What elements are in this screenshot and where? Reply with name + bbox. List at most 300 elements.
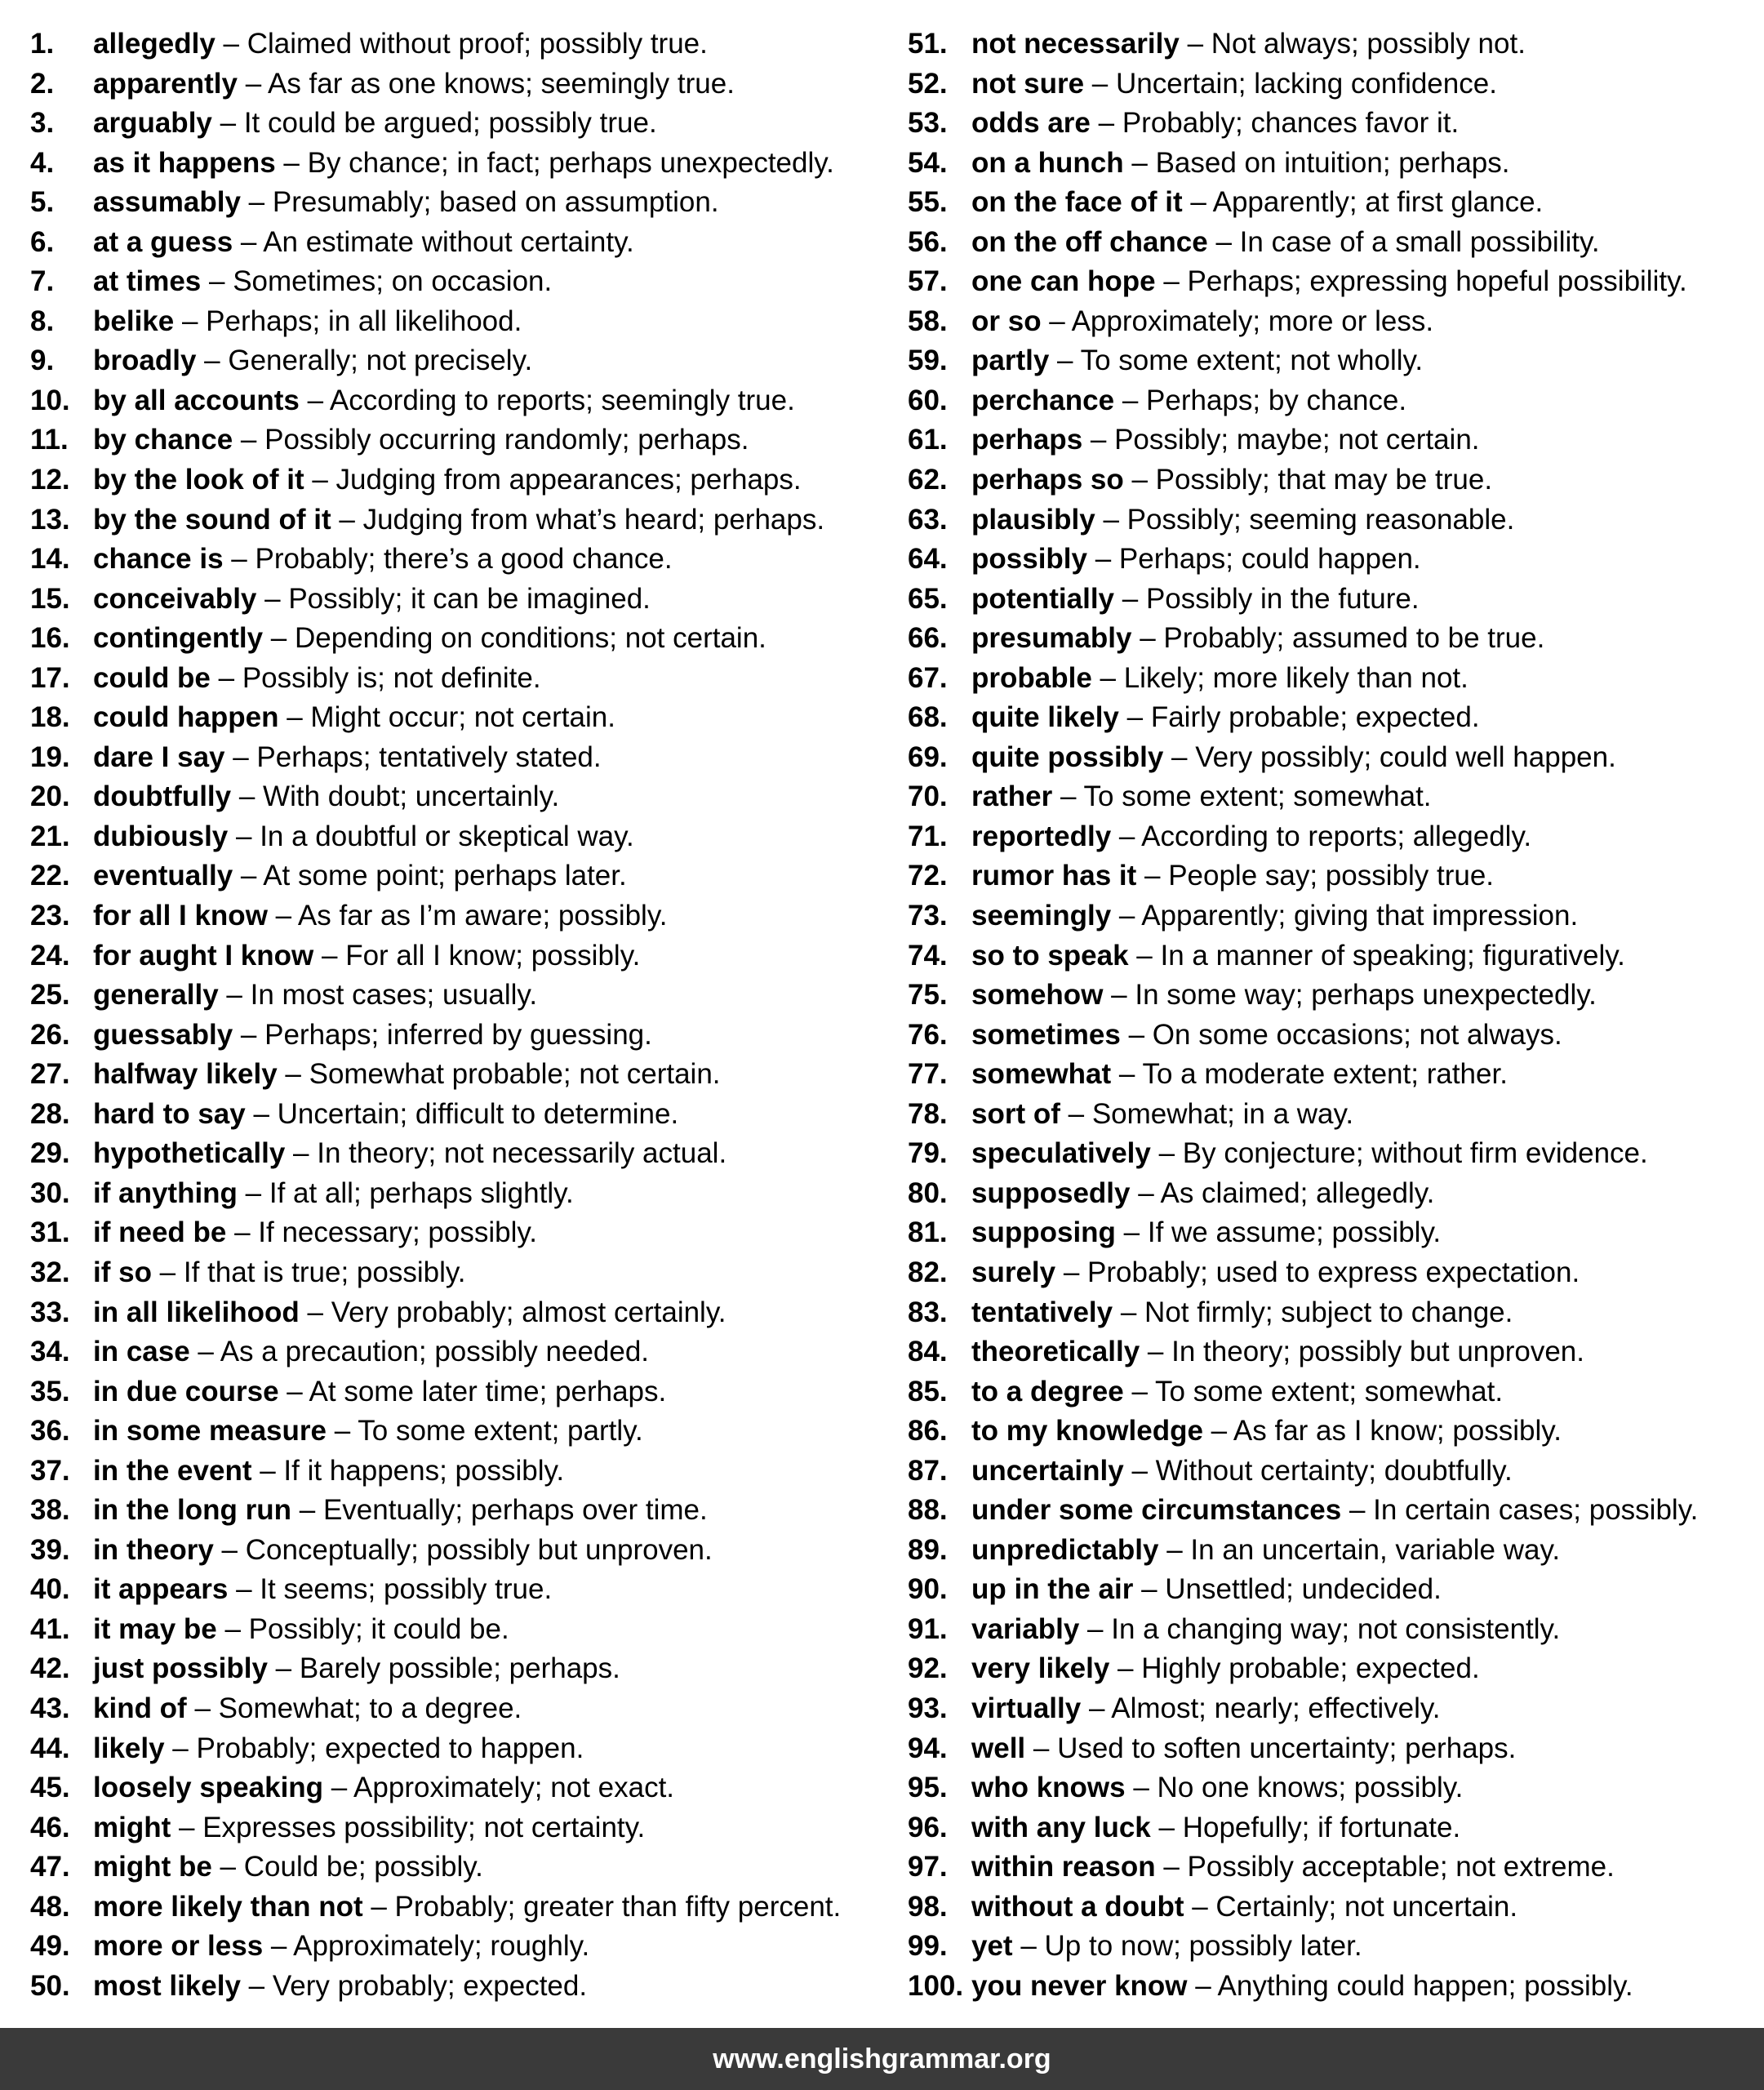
- item-term: if so: [93, 1256, 152, 1288]
- list-item: [908, 1848, 1757, 1888]
- item-separator: –: [223, 543, 255, 576]
- item-number: 83.: [908, 1296, 948, 1328]
- item-number: 93.: [908, 1692, 948, 1724]
- item-separator: –: [1012, 1930, 1045, 1963]
- item-text: [971, 1927, 1362, 1967]
- item-term: at a guess: [93, 225, 233, 258]
- item-number: 25.: [30, 979, 70, 1012]
- item-term: not necessarily: [971, 28, 1180, 60]
- list-item: [30, 1808, 895, 1848]
- item-term: most likely: [93, 1969, 241, 2002]
- item-number: 48.: [30, 1890, 70, 1923]
- item-text: [93, 817, 634, 857]
- item-separator: –: [1123, 146, 1156, 179]
- item-definition: As a precaution; possibly needed.: [220, 1336, 650, 1368]
- item-separator: –: [285, 1137, 318, 1170]
- item-separator: –: [1163, 740, 1196, 773]
- item-number: 51.: [908, 28, 948, 60]
- item-number: 5.: [30, 186, 55, 219]
- list-item: [908, 1055, 1757, 1095]
- item-definition: Possibly; seeming reasonable.: [1126, 503, 1515, 536]
- item-text: [971, 1967, 1633, 2007]
- list-item: [30, 500, 895, 540]
- list-item: [30, 341, 895, 381]
- item-text: [971, 1729, 1516, 1769]
- list-item: [30, 1412, 895, 1452]
- item-term: in the event: [93, 1454, 252, 1487]
- item-definition: Very possibly; could well happen.: [1195, 740, 1616, 773]
- list-item: [30, 698, 895, 738]
- item-number: 79.: [908, 1137, 948, 1170]
- list-item: [908, 1570, 1757, 1610]
- list-item: [908, 1213, 1757, 1253]
- item-term: chance is: [93, 543, 224, 576]
- item-definition: Approximately; not exact.: [353, 1772, 675, 1804]
- item-separator: –: [299, 1296, 331, 1328]
- item-term: by the sound of it: [93, 503, 331, 536]
- item-number: 32.: [30, 1256, 70, 1288]
- item-separator: –: [1041, 305, 1072, 337]
- item-definition: An estimate without certainty.: [263, 225, 634, 258]
- item-term: you never know: [971, 1969, 1188, 2002]
- item-definition: For all I know; possibly.: [345, 939, 641, 972]
- item-number: 43.: [30, 1692, 70, 1724]
- left-column: [30, 24, 895, 2006]
- list-item: [30, 856, 895, 896]
- item-separator: –: [1109, 1652, 1142, 1685]
- item-separator: –: [171, 1811, 203, 1843]
- list-item: [30, 64, 895, 104]
- item-text: [971, 500, 1514, 540]
- item-number: 98.: [908, 1890, 948, 1923]
- item-number: 13.: [30, 503, 70, 536]
- item-number: 12.: [30, 464, 70, 496]
- list-item: [908, 1293, 1757, 1333]
- item-definition: According to reports; allegedly.: [1141, 820, 1532, 852]
- item-term: in some measure: [93, 1415, 327, 1447]
- item-number: 62.: [908, 464, 948, 496]
- list-item: [30, 223, 895, 263]
- item-separator: –: [1086, 543, 1119, 576]
- item-text: [93, 183, 719, 223]
- item-text: [971, 381, 1406, 421]
- item-term: perhaps so: [971, 464, 1124, 496]
- item-number: 16.: [30, 622, 70, 655]
- list-item: [30, 1253, 895, 1293]
- item-definition: Almost; nearly; effectively.: [1111, 1692, 1441, 1724]
- item-text: [93, 1293, 726, 1333]
- item-separator: –: [245, 1097, 278, 1130]
- item-separator: –: [233, 860, 264, 892]
- item-text: [971, 1293, 1513, 1333]
- item-term: contingently: [93, 622, 264, 655]
- item-separator: –: [1150, 1137, 1183, 1170]
- item-number: 60.: [908, 384, 948, 416]
- item-text: [971, 1570, 1442, 1610]
- item-separator: –: [201, 265, 233, 298]
- item-separator: –: [1128, 939, 1161, 972]
- item-number: 75.: [908, 979, 948, 1012]
- item-number: 55.: [908, 186, 948, 219]
- item-number: 44.: [30, 1732, 70, 1764]
- item-term: might be: [93, 1851, 212, 1883]
- item-text: [971, 223, 1600, 263]
- item-definition: Probably; expected to happen.: [196, 1732, 584, 1764]
- item-term: one can hope: [971, 265, 1156, 298]
- item-separator: –: [1115, 1216, 1148, 1249]
- footer-url[interactable]: www.englishgrammar.org: [713, 2043, 1051, 2074]
- item-separator: –: [1207, 225, 1240, 258]
- item-definition: Not firmly; subject to change.: [1144, 1296, 1513, 1328]
- list-item: [30, 1649, 895, 1689]
- list-item: [30, 817, 895, 857]
- site-footer: [0, 2028, 1764, 2090]
- item-definition: At some point; perhaps later.: [263, 860, 627, 892]
- item-text: [971, 1808, 1460, 1848]
- item-number: 9.: [30, 345, 55, 377]
- item-term: on the off chance: [971, 225, 1208, 258]
- item-definition: It seems; possibly true.: [260, 1573, 553, 1606]
- item-definition: According to reports; seemingly true.: [329, 384, 795, 416]
- item-text: [971, 1095, 1353, 1135]
- item-text: [93, 1689, 522, 1729]
- item-text: [93, 262, 552, 302]
- item-definition: If it happens; possibly.: [283, 1454, 565, 1487]
- list-item: [908, 1174, 1757, 1214]
- item-text: [93, 1213, 537, 1253]
- list-item: [30, 1570, 895, 1610]
- item-definition: It could be argued; possibly true.: [243, 107, 657, 140]
- item-separator: –: [1182, 186, 1213, 219]
- item-text: [93, 1253, 465, 1293]
- item-term: up in the air: [971, 1573, 1134, 1606]
- item-definition: Approximately; more or less.: [1071, 305, 1434, 337]
- item-separator: –: [275, 146, 308, 179]
- item-term: rumor has it: [971, 860, 1137, 892]
- item-number: 70.: [908, 780, 948, 813]
- list-item: [908, 936, 1757, 976]
- item-number: 31.: [30, 1216, 70, 1249]
- item-definition: Possibly occurring randomly; perhaps.: [264, 424, 749, 456]
- item-separator: –: [1079, 1612, 1112, 1645]
- item-separator: –: [1082, 424, 1115, 456]
- item-separator: –: [291, 1494, 323, 1527]
- item-term: so to speak: [971, 939, 1129, 972]
- item-definition: In case of a small possibility.: [1239, 225, 1600, 258]
- item-definition: If at all; perhaps slightly.: [269, 1176, 574, 1209]
- item-number: 4.: [30, 146, 55, 179]
- item-text: [971, 817, 1531, 857]
- item-separator: –: [1202, 1415, 1233, 1447]
- item-term: with any luck: [971, 1811, 1151, 1843]
- list-item: [908, 1016, 1757, 1056]
- item-text: [971, 1412, 1562, 1452]
- list-item: [908, 262, 1757, 302]
- item-separator: –: [1111, 820, 1142, 852]
- item-definition: Perhaps; inferred by guessing.: [264, 1018, 652, 1051]
- item-term: dare I say: [93, 740, 225, 773]
- item-term: in the long run: [93, 1494, 292, 1527]
- item-separator: –: [362, 1890, 395, 1923]
- item-number: 66.: [908, 622, 948, 655]
- item-separator: –: [1184, 1890, 1216, 1923]
- item-term: variably: [971, 1612, 1080, 1645]
- list-item: [908, 1372, 1757, 1412]
- list-item: [908, 540, 1757, 580]
- item-number: 57.: [908, 265, 948, 298]
- item-number: 29.: [30, 1137, 70, 1170]
- list-item: [908, 1808, 1757, 1848]
- item-text: [93, 1729, 584, 1769]
- item-term: somehow: [971, 979, 1104, 1012]
- item-number: 58.: [908, 305, 948, 337]
- item-term: loosely speaking: [93, 1772, 324, 1804]
- item-term: speculatively: [971, 1137, 1151, 1170]
- item-text: [971, 1372, 1503, 1412]
- item-term: might: [93, 1811, 171, 1843]
- item-number: 95.: [908, 1772, 948, 1804]
- list-item: [908, 1888, 1757, 1928]
- item-text: [93, 1610, 509, 1650]
- item-separator: –: [1091, 661, 1124, 694]
- item-separator: –: [267, 900, 298, 932]
- list-item: [908, 144, 1757, 184]
- item-term: generally: [93, 979, 219, 1012]
- item-term: more or less: [93, 1930, 264, 1963]
- list-item: [908, 500, 1757, 540]
- list-item: [908, 460, 1757, 500]
- item-definition: Barely possible; perhaps.: [299, 1652, 620, 1685]
- item-separator: –: [1150, 1811, 1183, 1843]
- item-number: 35.: [30, 1375, 70, 1407]
- item-number: 6.: [30, 225, 55, 258]
- item-definition: Possibly; it can be imagined.: [288, 582, 651, 615]
- item-term: probable: [971, 661, 1092, 694]
- item-term: doubtfully: [93, 780, 232, 813]
- item-term: supposedly: [971, 1176, 1131, 1209]
- item-text: [93, 1570, 552, 1610]
- item-text: [971, 1531, 1560, 1571]
- item-text: [93, 738, 602, 778]
- item-term: presumably: [971, 622, 1132, 655]
- item-term: within reason: [971, 1851, 1156, 1883]
- item-number: 77.: [908, 1058, 948, 1091]
- item-separator: –: [211, 107, 244, 140]
- item-number: 71.: [908, 820, 948, 852]
- item-separator: –: [263, 1930, 294, 1963]
- item-term: likely: [93, 1732, 165, 1764]
- item-separator: –: [164, 1732, 197, 1764]
- item-separator: –: [1113, 1296, 1145, 1328]
- item-number: 41.: [30, 1612, 70, 1645]
- list-item: [30, 540, 895, 580]
- item-term: could be: [93, 661, 211, 694]
- item-separator: –: [1052, 780, 1084, 813]
- item-number: 61.: [908, 424, 948, 456]
- item-separator: –: [1140, 1336, 1172, 1368]
- item-number: 3.: [30, 107, 55, 140]
- list-item: [908, 1531, 1757, 1571]
- item-definition: Perhaps; in all likelihood.: [206, 305, 522, 337]
- item-text: [93, 1531, 713, 1571]
- item-term: hypothetically: [93, 1137, 286, 1170]
- item-text: [971, 262, 1687, 302]
- item-term: under some circumstances: [971, 1494, 1342, 1527]
- list-item: [30, 1293, 895, 1333]
- item-number: 80.: [908, 1176, 948, 1209]
- item-separator: –: [215, 28, 247, 60]
- item-number: 56.: [908, 225, 948, 258]
- list-item: [908, 777, 1757, 817]
- item-definition: Very probably; expected.: [272, 1969, 588, 2002]
- item-number: 89.: [908, 1533, 948, 1566]
- item-text: [93, 1927, 589, 1967]
- item-definition: Somewhat probable; not certain.: [309, 1058, 721, 1091]
- item-number: 53.: [908, 107, 948, 140]
- item-term: perchance: [971, 384, 1115, 416]
- item-number: 85.: [908, 1375, 948, 1407]
- item-definition: Probably; used to express expectation.: [1087, 1256, 1580, 1288]
- item-term: odds are: [971, 107, 1091, 140]
- item-number: 81.: [908, 1216, 948, 1249]
- item-text: [971, 856, 1494, 896]
- item-number: 76.: [908, 1018, 948, 1051]
- item-term: to a degree: [971, 1375, 1124, 1407]
- item-separator: –: [1158, 1533, 1191, 1566]
- list-item: [908, 1967, 1757, 2007]
- item-term: by all accounts: [93, 384, 300, 416]
- item-definition: Uncertain; lacking confidence.: [1116, 67, 1497, 100]
- item-term: as it happens: [93, 146, 276, 179]
- item-definition: By chance; in fact; perhaps unexpectedly.: [307, 146, 834, 179]
- item-term: in case: [93, 1336, 190, 1368]
- list-item: [30, 1174, 895, 1214]
- list-item: [908, 1253, 1757, 1293]
- item-separator: –: [1025, 1732, 1058, 1764]
- item-number: 90.: [908, 1573, 948, 1606]
- list-item: [30, 24, 895, 64]
- item-definition: Possibly; maybe; not certain.: [1114, 424, 1480, 456]
- item-separator: –: [1155, 265, 1188, 298]
- item-text: [93, 1649, 620, 1689]
- item-definition: Not always; possibly not.: [1211, 28, 1526, 60]
- item-definition: In a doubtful or skeptical way.: [260, 820, 634, 852]
- item-term: just possibly: [93, 1652, 268, 1685]
- item-term: partly: [971, 345, 1050, 377]
- item-separator: –: [237, 1176, 269, 1209]
- item-number: 22.: [30, 860, 70, 892]
- item-definition: To some extent; partly.: [358, 1415, 643, 1447]
- list-item: [908, 183, 1757, 223]
- item-definition: Conceptually; possibly but unproven.: [245, 1533, 713, 1566]
- list-item: [908, 659, 1757, 699]
- list-item: [908, 381, 1757, 421]
- item-text: [971, 619, 1544, 659]
- item-term: in theory: [93, 1533, 214, 1566]
- item-number: 78.: [908, 1097, 948, 1130]
- item-text: [93, 936, 640, 976]
- item-term: assumably: [93, 186, 241, 219]
- list-item: [30, 1689, 895, 1729]
- item-term: guessably: [93, 1018, 233, 1051]
- item-term: conceivably: [93, 582, 257, 615]
- item-definition: No one knows; possibly.: [1157, 1772, 1464, 1804]
- list-item: [30, 1016, 895, 1056]
- item-separator: –: [228, 1573, 260, 1606]
- item-text: [971, 302, 1433, 342]
- item-text: [971, 1332, 1584, 1372]
- list-item: [908, 1610, 1757, 1650]
- list-item: [30, 1531, 895, 1571]
- item-term: plausibly: [971, 503, 1095, 536]
- item-text: [93, 144, 834, 184]
- item-separator: –: [226, 1216, 259, 1249]
- item-separator: –: [1136, 860, 1169, 892]
- list-item: [908, 1729, 1757, 1769]
- item-separator: –: [216, 1612, 249, 1645]
- item-separator: –: [186, 1692, 219, 1724]
- list-item: [908, 1452, 1757, 1492]
- item-separator: –: [233, 424, 265, 456]
- item-text: [93, 64, 735, 104]
- item-definition: Likely; more likely than not.: [1123, 661, 1469, 694]
- item-text: [93, 1491, 708, 1531]
- item-text: [971, 104, 1459, 144]
- item-number: 72.: [908, 860, 948, 892]
- item-definition: By conjecture; without firm evidence.: [1182, 1137, 1648, 1170]
- item-text: [971, 420, 1480, 460]
- item-definition: Somewhat; to a degree.: [218, 1692, 522, 1724]
- list-item: [908, 1491, 1757, 1531]
- item-separator: –: [218, 979, 251, 1012]
- item-separator: –: [240, 1969, 273, 2002]
- list-item: [908, 856, 1757, 896]
- item-separator: –: [1081, 1692, 1112, 1724]
- item-text: [93, 341, 532, 381]
- item-text: [93, 1888, 841, 1928]
- item-separator: –: [1187, 1969, 1218, 2002]
- item-term: in all likelihood: [93, 1296, 300, 1328]
- item-definition: Used to soften uncertainty; perhaps.: [1057, 1732, 1517, 1764]
- item-text: [971, 460, 1492, 500]
- item-separator: –: [299, 384, 330, 416]
- item-definition: To a moderate extent; rather.: [1142, 1058, 1508, 1091]
- item-term: not sure: [971, 67, 1085, 100]
- item-number: 1.: [30, 28, 55, 60]
- item-term: theoretically: [971, 1336, 1140, 1368]
- item-term: sort of: [971, 1097, 1060, 1130]
- item-separator: –: [151, 1256, 184, 1288]
- item-text: [971, 1055, 1508, 1095]
- item-text: [971, 580, 1420, 620]
- item-text: [971, 1174, 1434, 1214]
- item-definition: If necessary; possibly.: [258, 1216, 538, 1249]
- item-number: 67.: [908, 661, 948, 694]
- item-separator: –: [233, 1018, 265, 1051]
- list-item: [30, 1848, 895, 1888]
- list-item: [30, 1055, 895, 1095]
- list-item: [908, 1412, 1757, 1452]
- item-number: 82.: [908, 1256, 948, 1288]
- list-item: [908, 1927, 1757, 1967]
- item-definition: Approximately; roughly.: [293, 1930, 590, 1963]
- list-item: [30, 1491, 895, 1531]
- item-definition: In theory; possibly but unproven.: [1171, 1336, 1584, 1368]
- item-text: [93, 1808, 645, 1848]
- item-definition: Unsettled; undecided.: [1165, 1573, 1442, 1606]
- item-term: eventually: [93, 860, 233, 892]
- item-term: on the face of it: [971, 186, 1183, 219]
